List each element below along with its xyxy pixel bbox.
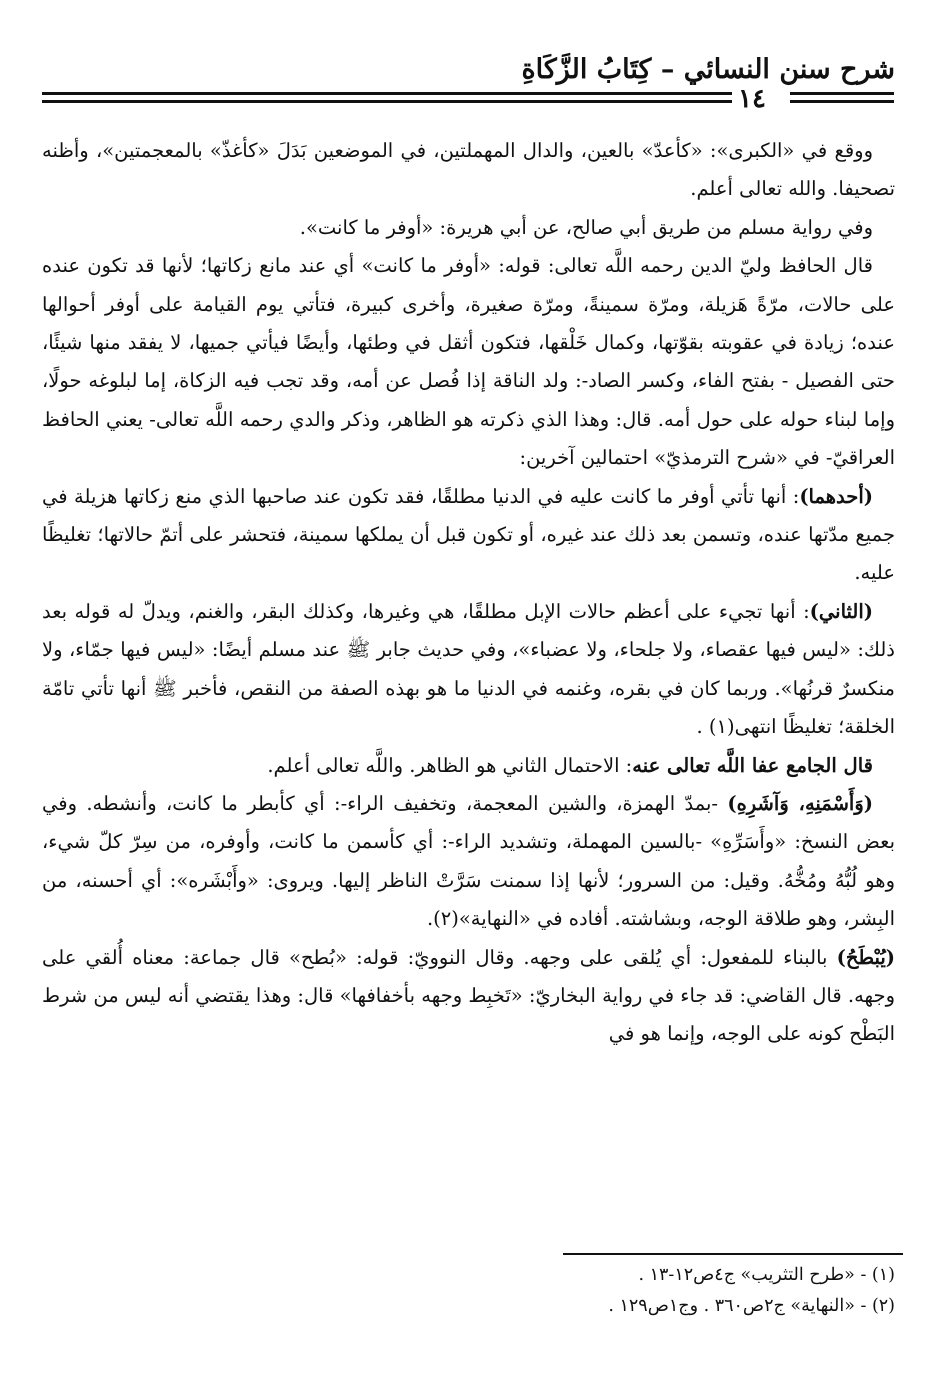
paragraph-text: : أنها تأتي أوفر ما كانت عليه في الدنيا مطلقًا، فقد تكون عند صاحبها الذي منع زكاتها هزيلة في جميع مدّتها عنده، وتسمن بعد ذلك عند غيره، أو تكون قبل أن يملكها سمينة، فتحشر على أتمّ حالاتها؛ تغليظًا عليه. (42, 484, 895, 585)
paragraph (42, 747, 895, 785)
paragraph-text: بالبناء للمفعول: أي يُلقى على وجهه. وقال النوويّ: قوله: «بُطح» قال جماعة: معناه أُلقي على وجهه. قال القاضي: قد جاء في رواية البخاريّ: «تَخبِط وجهه بأخفافها» قال: وهذا يقتضي أنه ليس من شرط البَطْح كونه على الوجه، وإنما هو في (42, 945, 895, 1046)
paragraph (42, 593, 895, 747)
paragraph-lead: (أحدهما) (799, 484, 873, 508)
paragraph (42, 247, 895, 477)
page-number: ١٤ (738, 84, 766, 114)
header-rule-right-lower (790, 100, 894, 103)
paragraph-text: ووقع في «الكبرى»: «كأعدّ» بالعين، والدال المهملتين، في الموضعين بَدَلَ «كأغذّ» بالمعجمتين»، وأظنه تصحيفا. والله تعالى أعلم. (42, 139, 895, 201)
running-header-title: شرح سنن النسائي – كِتَابُ الزَّكَاةِ (521, 54, 895, 85)
paragraph-text: : أنها تجيء على أعظم حالات الإبل مطلقًا، هي وغيرها، وكذلك البقر، والغنم، ويدلّ له قوله بعد ذلك: «ليس فيها عقصاء، ولا جلحاء، ولا عضباء»، وفي حديث جابر ﷺ عند مسلم أيضًا: «ليس فيها جمّاء، ولا منكسرٌ قرنُها». وربما كان في بقره، وغنمه في الدنيا ما هو بهذه الصفة من النقص، فأخبر ﷺ أنها تأتي تامّة الخلقة؛ تغليظًا انتهى(١) . (42, 599, 895, 739)
paragraph-text: : الاحتمال الثاني هو الظاهر. واللَّه تعالى أعلم. (267, 753, 633, 777)
paragraph (42, 478, 895, 593)
paragraph-text: وفي رواية مسلم من طريق أبي صالح، عن أبي هريرة: «أوفر ما كانت». (299, 215, 873, 239)
paragraph-lead: قال الجامع عفا اللَّه تعالى عنه (632, 753, 873, 777)
paragraph (42, 785, 895, 939)
header-rule-left-lower (42, 100, 732, 103)
paragraph (42, 209, 895, 247)
paragraph-text: قال الحافظ وليّ الدين رحمه اللَّه تعالى: قوله: «أوفر ما كانت» أي عند مانع زكاتها؛ لأنها قد تكون عنده على حالات، مرّةً هَزيلة، ومرّة سمينةً، ومرّة صغيرة، وأخرى كبيرة، فتأتي يوم القيامة على أوفر أحوالها عنده؛ زيادة في عقوبته بقوّتها، وكمال خَلْقها، فتكون أثقل في وطئها، وأيضًا فيأتي جميها، لا يفقد منها شيئًا، حتى الفصيل - بفتح الفاء، وكسر الصاد-: ولد الناقة إذا فُصل عن أمه، وقد تجب فيه الزكاة، إما لبلوغه حولًا، وإما لبناء حوله على حول أمه. قال: وهذا الذي ذكرته هو الظاهر، وذكر والدي رحمه اللَّه تعالى- يعني الحافظ العراقيّ- في «شرح الترمذيّ» احتمالين آخرين: (42, 254, 895, 470)
header-rule-right-upper (790, 92, 894, 95)
paragraph-lead: (وَأَسْمَنِهِ، وَآشَرِهِ) (727, 791, 873, 815)
main-text (42, 132, 895, 1054)
footnote-1: (١) - «طرح التثريب» ج٤ص١٢-١٣ . (638, 1265, 895, 1285)
footnote-separator (563, 1253, 903, 1255)
header-rule-left-upper (42, 92, 732, 95)
paragraph-text: -بمدّ الهمزة، والشين المعجمة، وتخفيف الراء-: أي كأبطر ما كانت، وأنشطه. وفي بعض النسخ: «وأَسَرِّهِ» -بالسين المهملة، وتشديد الراء-: أي كأسمن ما كانت، وأوفره، من سِرّ كلّ شيء، وهو لُبُّهُ ومُخُّهُ. وقيل: من السرور؛ لأنها إذا سمنت سَرَّتْ الناظر إليها. ويروى: «وأَبْشَره»: أي أحسنه، من البِشر، وهو طلاقة الوجه، وبشاشته. أفاده في «النهاية»(٢). (42, 791, 895, 931)
paragraph (42, 132, 895, 209)
paragraph-lead: (الثاني) (809, 599, 873, 623)
paragraph (42, 939, 895, 1054)
paragraph-lead: (يُبْطَحُ) (836, 945, 895, 969)
footnote-2: (٢) - «النهاية» ج٢ص٣٦٠ . وج١ص١٢٩ . (608, 1296, 895, 1316)
